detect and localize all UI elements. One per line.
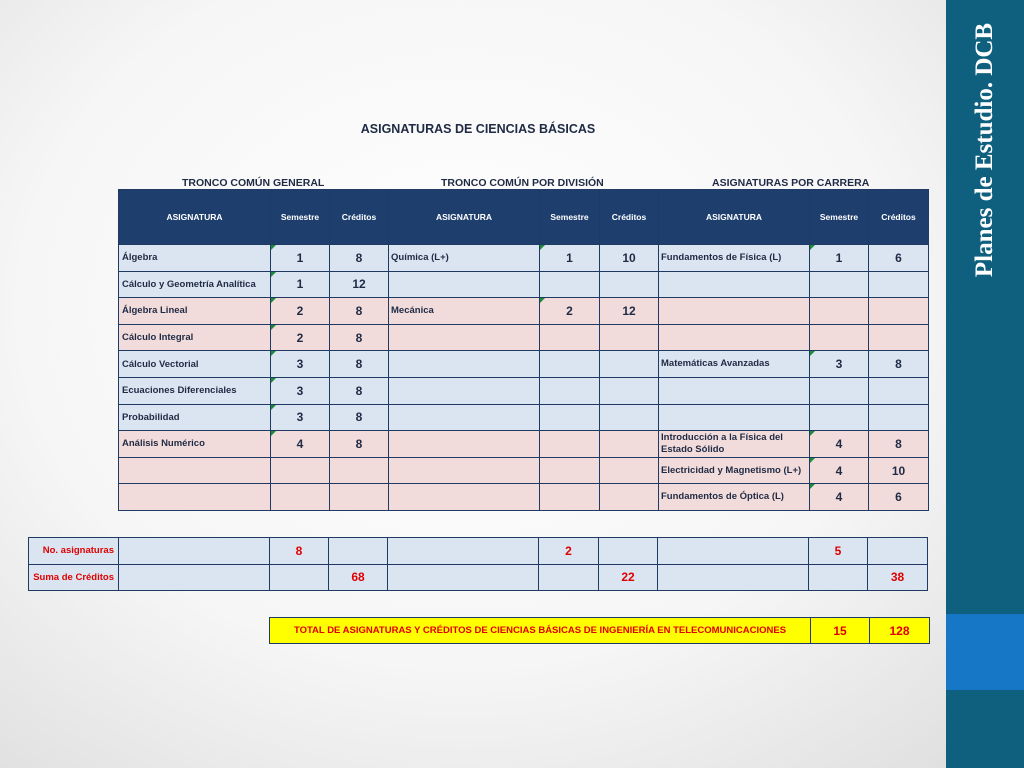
semester-cell — [540, 484, 600, 511]
credits-cell — [600, 484, 659, 511]
subject-cell: Fundamentos de Óptica (L) — [659, 484, 810, 511]
subject-cell — [389, 271, 540, 298]
semester-cell — [810, 324, 869, 351]
table-row — [119, 351, 929, 378]
credits-cell — [869, 377, 929, 404]
subject-cell: Ecuaciones Diferenciales — [119, 377, 271, 404]
table-row — [119, 298, 929, 325]
semester-cell — [271, 484, 330, 511]
credits-cell — [600, 351, 659, 378]
credits-label: Suma de Créditos — [29, 564, 119, 591]
subject-cell: Electricidad y Magnetismo (L+) — [659, 457, 810, 484]
summary-cell — [539, 564, 599, 591]
semester-cell — [540, 271, 600, 298]
semester-cell — [810, 298, 869, 325]
summary-cell — [388, 538, 539, 565]
semester-cell: 4 — [810, 457, 869, 484]
semester-cell: 2 — [271, 298, 330, 325]
subject-cell: Mecánica — [389, 298, 540, 325]
header-cell: Semestre — [271, 190, 330, 245]
subject-cell: Probabilidad — [119, 404, 271, 431]
table-row — [119, 484, 929, 511]
total-table — [269, 617, 930, 644]
summary-table — [28, 537, 928, 591]
subject-cell — [659, 404, 810, 431]
credits-cell: 6 — [869, 484, 929, 511]
summary-cell — [599, 538, 658, 565]
semester-cell — [540, 404, 600, 431]
summary-cell — [329, 538, 388, 565]
header-cell: ASIGNATURA — [119, 190, 271, 245]
subject-cell — [389, 377, 540, 404]
subjects-table — [118, 189, 929, 511]
total-credits: 128 — [870, 618, 930, 644]
credits-cell: 8 — [869, 431, 929, 458]
subject-cell: Química (L+) — [389, 245, 540, 272]
subject-cell: Álgebra Lineal — [119, 298, 271, 325]
subject-cell — [389, 431, 540, 458]
table-row — [119, 404, 929, 431]
sidebar-accent — [946, 614, 1024, 690]
table-title: ASIGNATURAS DE CIENCIAS BÁSICAS — [360, 122, 596, 136]
subject-cell: Introducción a la Física del Estado Sólido — [659, 431, 810, 458]
table-row — [119, 457, 929, 484]
subject-cell: Cálculo Integral — [119, 324, 271, 351]
credits-cell — [330, 484, 389, 511]
summary-cell — [658, 538, 809, 565]
table-row — [119, 271, 929, 298]
subject-cell: Cálculo Vectorial — [119, 351, 271, 378]
subject-cell — [659, 298, 810, 325]
subject-cell: Álgebra — [119, 245, 271, 272]
semester-cell: 4 — [810, 484, 869, 511]
credits-carrera: 38 — [868, 564, 928, 591]
subject-cell — [119, 484, 271, 511]
credits-cell — [600, 377, 659, 404]
count-carrera: 5 — [809, 538, 868, 565]
credits-cell — [330, 457, 389, 484]
credits-tronco-division: 22 — [599, 564, 658, 591]
header-cell: Créditos — [600, 190, 659, 245]
semester-cell — [810, 377, 869, 404]
summary-cell — [868, 538, 928, 565]
total-subjects: 15 — [811, 618, 870, 644]
semester-cell: 3 — [810, 351, 869, 378]
summary-cell — [119, 538, 270, 565]
semester-cell: 2 — [540, 298, 600, 325]
semester-cell: 3 — [271, 351, 330, 378]
subject-cell — [389, 457, 540, 484]
subject-cell: Matemáticas Avanzadas — [659, 351, 810, 378]
semester-cell: 1 — [540, 245, 600, 272]
credits-cell: 8 — [330, 431, 389, 458]
semester-cell: 1 — [271, 271, 330, 298]
header-cell: Créditos — [330, 190, 389, 245]
semester-cell — [540, 431, 600, 458]
credits-cell: 8 — [869, 351, 929, 378]
semester-cell: 4 — [271, 431, 330, 458]
slide-side-title: Planes de Estudio. DCB — [971, 22, 998, 278]
table-header-row — [119, 190, 929, 245]
table-row — [119, 377, 929, 404]
subject-cell — [389, 351, 540, 378]
header-cell: Créditos — [869, 190, 929, 245]
semester-cell — [810, 404, 869, 431]
group-label-asignaturas-carrera: ASIGNATURAS POR CARRERA — [712, 177, 870, 189]
credits-cell — [869, 404, 929, 431]
subject-cell — [659, 377, 810, 404]
credits-cell: 8 — [330, 404, 389, 431]
subject-cell — [389, 484, 540, 511]
subject-cell: Cálculo y Geometría Analítica — [119, 271, 271, 298]
credits-cell — [600, 431, 659, 458]
table-row — [119, 431, 929, 458]
table-row — [119, 324, 929, 351]
credits-cell: 6 — [869, 245, 929, 272]
summary-cell — [809, 564, 868, 591]
credits-cell: 8 — [330, 351, 389, 378]
summary-credits-row — [29, 564, 928, 591]
subject-cell — [659, 271, 810, 298]
subject-cell: Fundamentos de Física (L) — [659, 245, 810, 272]
group-label-tronco-comun-division: TRONCO COMÚN POR DIVISIÓN — [441, 177, 604, 189]
header-cell: Semestre — [810, 190, 869, 245]
credits-cell — [869, 271, 929, 298]
semester-cell — [540, 351, 600, 378]
summary-cell — [388, 564, 539, 591]
table-row — [119, 245, 929, 272]
semester-cell: 2 — [271, 324, 330, 351]
summary-count-row — [29, 538, 928, 565]
credits-cell — [600, 271, 659, 298]
semester-cell — [540, 377, 600, 404]
credits-cell — [600, 457, 659, 484]
credits-cell: 10 — [600, 245, 659, 272]
semester-cell — [540, 457, 600, 484]
credits-cell — [600, 404, 659, 431]
count-tronco-division: 2 — [539, 538, 599, 565]
subject-cell — [659, 324, 810, 351]
subject-cell — [119, 457, 271, 484]
credits-cell — [600, 324, 659, 351]
semester-cell — [271, 457, 330, 484]
semester-cell — [810, 271, 869, 298]
group-label-tronco-comun-general: TRONCO COMÚN GENERAL — [182, 177, 325, 189]
credits-cell: 10 — [869, 457, 929, 484]
semester-cell: 1 — [271, 245, 330, 272]
summary-cell — [119, 564, 270, 591]
credits-cell: 8 — [330, 298, 389, 325]
credits-tronco-general: 68 — [329, 564, 388, 591]
summary-cell — [270, 564, 329, 591]
credits-cell: 12 — [600, 298, 659, 325]
header-cell: Semestre — [540, 190, 600, 245]
header-cell: ASIGNATURA — [389, 190, 540, 245]
semester-cell: 3 — [271, 377, 330, 404]
credits-cell: 8 — [330, 377, 389, 404]
header-cell: ASIGNATURA — [659, 190, 810, 245]
semester-cell: 3 — [271, 404, 330, 431]
count-label: No. asignaturas — [29, 538, 119, 565]
summary-cell — [658, 564, 809, 591]
semester-cell — [540, 324, 600, 351]
total-row — [270, 618, 930, 644]
credits-cell — [869, 298, 929, 325]
semester-cell: 4 — [810, 431, 869, 458]
credits-cell — [869, 324, 929, 351]
subject-cell — [389, 404, 540, 431]
total-label: TOTAL DE ASIGNATURAS Y CRÉDITOS DE CIENCIAS BÁSICAS DE INGENIERÍA EN TELECOMUNICACIONES — [270, 618, 811, 644]
credits-cell: 12 — [330, 271, 389, 298]
semester-cell: 1 — [810, 245, 869, 272]
subject-cell: Análisis Numérico — [119, 431, 271, 458]
subject-cell — [389, 324, 540, 351]
credits-cell: 8 — [330, 245, 389, 272]
count-tronco-general: 8 — [270, 538, 329, 565]
credits-cell: 8 — [330, 324, 389, 351]
